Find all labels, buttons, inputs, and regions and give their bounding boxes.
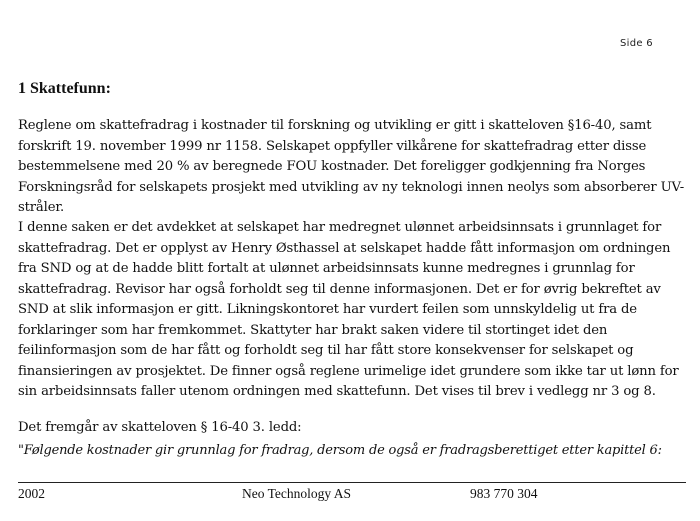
paragraph-case: I denne saken er det avdekket at selskapet har medregnet ulønnet arbeidsinnsats i grunnlaget for skattefradrag. Det er opplyst av Henry Østhassel at selskapet hadde fått informasjon om ordningen fra SND og at de hadde blitt fortalt at ulønnet arbeidsinnsats kunne medregnes i grunnlag for skattefradrag. Revisor har også forholdt seg til denne informasjonen. Det er for øvrig bekreftet av SND at slik informasjon er gitt. Likningskontoret har vurdert feilen som unnskyldelig ut fra de forklaringer som har fremkommet. Skattyter har brakt saken videre til stortinget idet den feilinformasjon som de har fått og forholdt seg til har fått store konsekvenser for selskapet og finansieringen av prosjektet. De finner også reglene urimelige idet grundere som ikke tar ut lønn for sin arbeidsinnsats faller utenom ordningen med skattefunn. Det vises til brev i vedlegg nr 3 og 8. (18, 220, 679, 399)
law-quote: "Følgende kostnader gir grunnlag for fradrag, dersom de også er fradragsberettiget etter kapittel 6: (18, 443, 662, 458)
footer-company: Neo Technology AS (242, 486, 352, 501)
footer-divider (18, 482, 686, 483)
footer-org-number: 983 770 304 (470, 486, 538, 501)
footer-year: 2002 (18, 486, 45, 501)
page-number: Side 6 (620, 38, 653, 49)
paragraph-rules: Reglene om skattefradrag i kostnader til forskning og utvikling er gitt i skatteloven §16-40, samt forskrift 19. november 1999 nr 1158. Selskapet oppfyller vilkårene for skattefradrag etter disse bestemmelsene med 20 % av beregnede FOU kostnader. Det foreligger godkjenning fra Norges Forskningsråd for selskapets prosjekt med utvikling av ny teknologi innen neolys som absorberer UV-stråler. (18, 118, 684, 215)
paragraph-law-reference: Det fremgår av skatteloven § 16-40 3. ledd: (18, 420, 302, 435)
section-heading: 1 Skattefunn: (18, 80, 111, 97)
